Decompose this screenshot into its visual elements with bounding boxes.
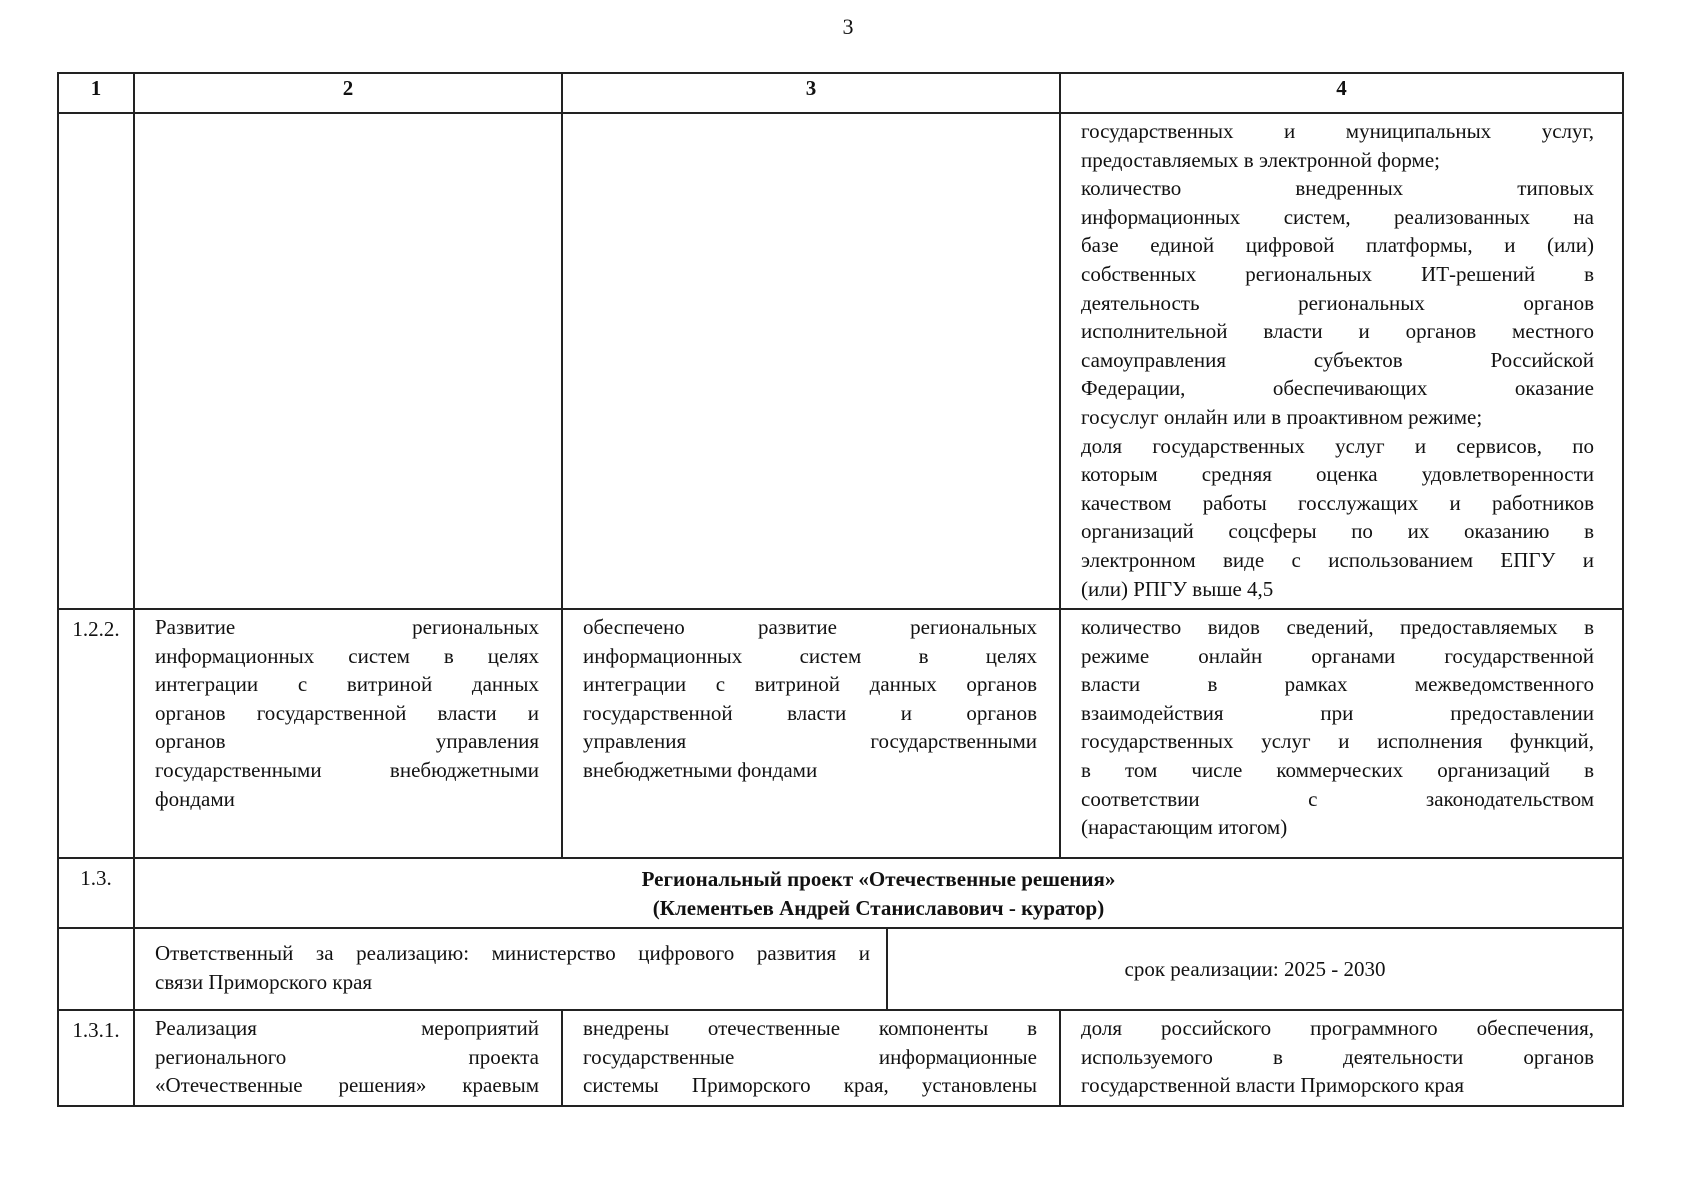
text-line: государственной власти Приморского края xyxy=(1081,1073,1465,1098)
text-line: Ответственный за реализацию: министерство цифрового развития и xyxy=(155,941,870,965)
implementation-term: срок реализации: 2025 - 2030 xyxy=(1124,956,1386,981)
cell-empty-col2 xyxy=(134,113,562,609)
text-line: госуслуг онлайн или в проактивном режиме; xyxy=(1081,404,1483,429)
text-line: органов государственной власти и xyxy=(155,700,539,725)
regional-project-title xyxy=(134,858,1623,928)
row-number: 1.3.1. xyxy=(58,1010,134,1106)
text-line: интеграции с витриной данных xyxy=(155,672,539,697)
text-line: электронном виде с использованием ЕПГУ и xyxy=(1081,547,1594,572)
text-line: организаций соцсферы по их оказанию в xyxy=(1081,519,1594,544)
text-line: предоставляемых в электронной форме; xyxy=(1081,147,1440,172)
cell-empty-num xyxy=(58,928,134,1010)
text-line: регионального проекта xyxy=(155,1044,539,1069)
text-line: режиме онлайн органами государственной xyxy=(1081,643,1594,668)
table-row-1-3 xyxy=(58,858,1623,928)
text-line: интеграции с витриной данных органов xyxy=(583,672,1037,697)
text-line: системы Приморского края, установлены xyxy=(583,1073,1037,1098)
expected-result xyxy=(562,1010,1060,1106)
text-line: взаимодействия при предоставлении xyxy=(1081,700,1594,725)
text-line: исполнительной власти и органов местного xyxy=(1081,319,1594,344)
text-line: связи Приморского края xyxy=(155,969,373,994)
event-description xyxy=(134,1010,562,1106)
event-description xyxy=(134,609,562,858)
indicator xyxy=(1060,1010,1623,1106)
text-line: государственные информационные xyxy=(583,1044,1037,1069)
row-number: 1.2.2. xyxy=(58,609,134,858)
text-line: деятельность региональных органов xyxy=(1081,290,1594,315)
text-line: Реализация мероприятий xyxy=(155,1016,539,1040)
project-title-line: Региональный проект «Отечественные решения» xyxy=(641,867,1116,891)
text-line: Развитие региональных xyxy=(155,615,539,639)
text-line: количество внедренных типовых xyxy=(1081,176,1594,201)
text-line: количество видов сведений, предоставляемых в xyxy=(1081,615,1594,639)
cell-empty-num xyxy=(58,113,134,609)
header-col-1: 1 xyxy=(58,73,134,113)
table-header-row xyxy=(58,73,1623,113)
text-line: в том числе коммерческих организаций в xyxy=(1081,757,1594,782)
responsible-term-container xyxy=(134,928,1623,1010)
text-line: Федерации, обеспечивающих оказание xyxy=(1081,376,1594,401)
text-line: которым средняя оценка удовлетворенности xyxy=(1081,462,1594,487)
text-line: качеством работы госслужащих и работников xyxy=(1081,490,1594,515)
text-line: государственной власти и органов xyxy=(583,700,1037,725)
page-number: 3 xyxy=(842,14,854,39)
header-col-2: 2 xyxy=(134,73,562,113)
text-line: (нарастающим итогом) xyxy=(1081,815,1288,840)
text-line: управления государственными xyxy=(583,729,1037,754)
header-col-4: 4 xyxy=(1060,73,1623,113)
text-line: самоуправления субъектов Российской xyxy=(1081,347,1594,372)
text-line: органов управления xyxy=(155,729,539,754)
responsible-executor xyxy=(135,929,888,1009)
text-line: базе единой цифровой платформы, и (или) xyxy=(1081,233,1594,258)
text-line: доля российского программного обеспечения, xyxy=(1081,1016,1594,1040)
text-line: доля государственных услуг и сервисов, по xyxy=(1081,433,1594,458)
document-table xyxy=(57,72,1624,1107)
continuation-indicators xyxy=(1060,113,1623,609)
header-col-3: 3 xyxy=(562,73,1060,113)
text-line: государственных услуг и исполнения функций, xyxy=(1081,729,1594,754)
text-line: государственными внебюджетными xyxy=(155,757,539,782)
indicator xyxy=(1060,609,1623,858)
table-row-1-2-2 xyxy=(58,609,1623,858)
table-row-responsible xyxy=(58,928,1623,1010)
text-line: внебюджетными фондами xyxy=(583,757,818,782)
text-line: «Отечественные решения» краевым xyxy=(155,1073,539,1098)
text-line: государственных и муниципальных услуг, xyxy=(1081,119,1594,143)
text-line: обеспечено развитие региональных xyxy=(583,615,1037,639)
text-line: информационных систем в целях xyxy=(155,643,539,668)
text-line: внедрены отечественные компоненты в xyxy=(583,1016,1037,1040)
project-curator-line: (Клементьев Андрей Станиславович - куратор) xyxy=(652,895,1105,920)
cell-empty-col3 xyxy=(562,113,1060,609)
text-line: используемого в деятельности органов xyxy=(1081,1044,1594,1069)
text-line: фондами xyxy=(155,786,235,811)
text-line: соответствии с законодательством xyxy=(1081,786,1594,811)
text-line: информационных систем, реализованных на xyxy=(1081,204,1594,229)
expected-result xyxy=(562,609,1060,858)
text-line: (или) РПГУ выше 4,5 xyxy=(1081,576,1274,601)
table-row-1-3-1 xyxy=(58,1010,1623,1106)
row-number: 1.3. xyxy=(58,858,134,928)
table-row-continuation xyxy=(58,113,1623,609)
text-line: власти в рамках межведомственного xyxy=(1081,672,1594,697)
text-line: собственных региональных ИТ-решений в xyxy=(1081,261,1594,286)
text-line: информационных систем в целях xyxy=(583,643,1037,668)
